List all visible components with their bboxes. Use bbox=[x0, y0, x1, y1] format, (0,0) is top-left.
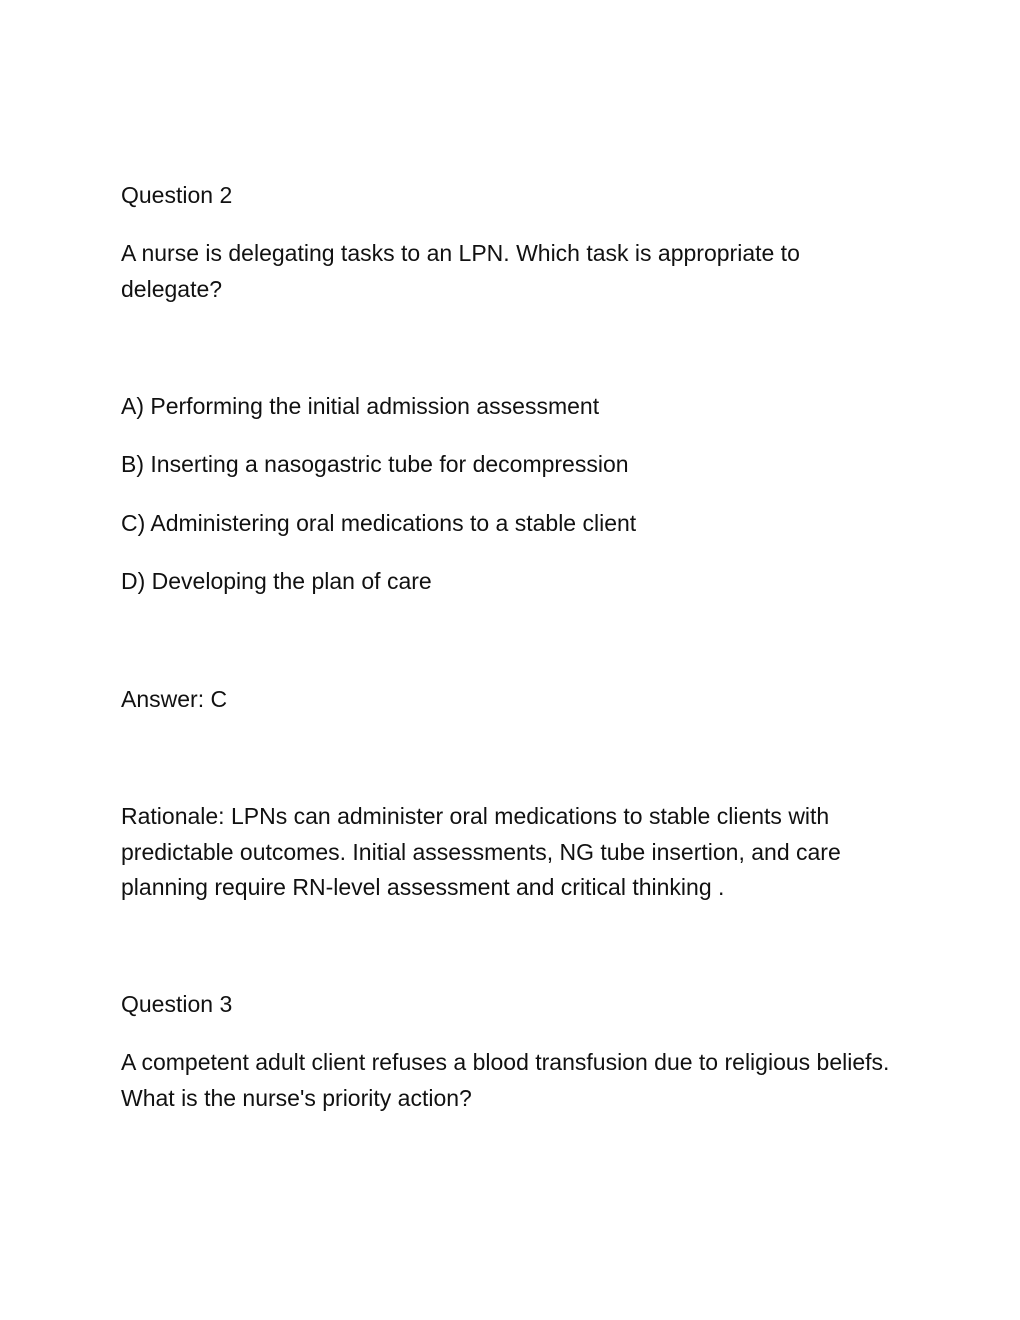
question-prompt: A competent adult client refuses a blood transfusion due to religious beliefs. What is the nurse's priority action? bbox=[121, 1049, 890, 1111]
answer-key: Answer: C bbox=[121, 686, 228, 712]
question-heading: Question 3 bbox=[121, 991, 233, 1017]
answer-option-b: B) Inserting a nasogastric tube for decompression bbox=[121, 451, 629, 477]
answer-option-d: D) Developing the plan of care bbox=[121, 568, 432, 594]
answer-option-c: C) Administering oral medications to a stable client bbox=[121, 510, 637, 536]
rationale-text: Rationale: LPNs can administer oral medications to stable clients with predictable outcomes. Initial assessments, NG tube insertion, and care planning require RN-level assessment and critical thinking . bbox=[121, 803, 841, 900]
question-heading: Question 2 bbox=[121, 182, 233, 208]
question-prompt: A nurse is delegating tasks to an LPN. Which task is appropriate to delegate? bbox=[121, 240, 800, 302]
answer-option-a: A) Performing the initial admission assessment bbox=[121, 393, 600, 419]
